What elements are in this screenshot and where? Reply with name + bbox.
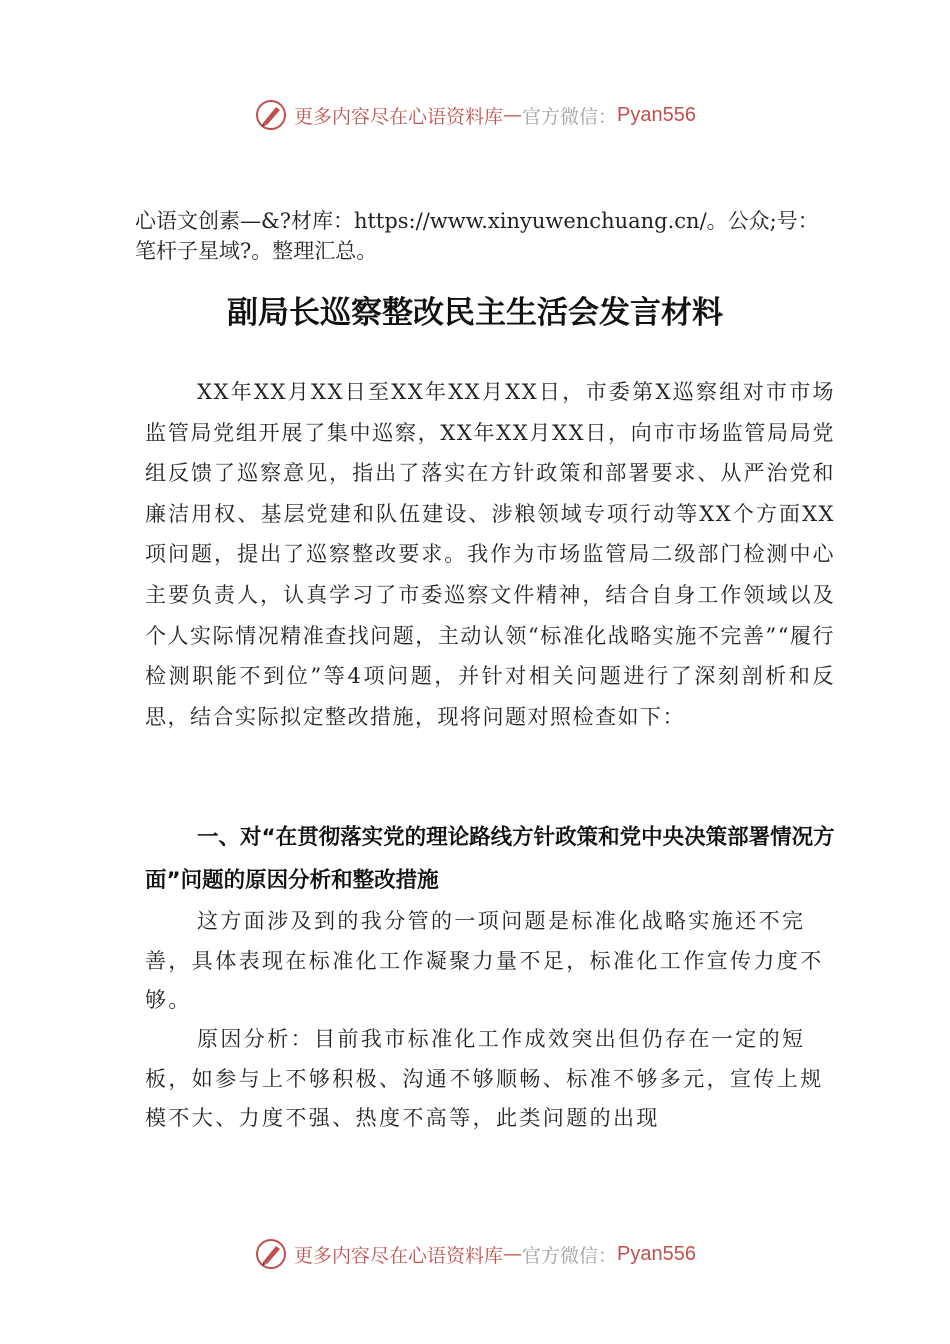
watermark-footer <box>0 1234 950 1274</box>
watermark-wechat-label: 官方微信： <box>522 1244 618 1267</box>
document-title: 副局长巡察整改民主生活会发言材料 <box>227 295 723 331</box>
watermark-wechat-id: Pyan556 <box>617 1242 696 1265</box>
paragraph-issue: 这方面涉及到的我分管的一项问题是标准化战略实施还不完善，具体表现在标准化工作凝聚力量不足，标准化工作宣传力度不够。 <box>145 909 824 1012</box>
pen-logo-icon <box>254 1237 288 1271</box>
pen-logo-icon <box>254 98 288 132</box>
section-heading-1: 一、对“在贯彻落实党的理论路线方针政策和党中央决策部署情况方面”问题的原因分析和整改措施 <box>145 825 835 893</box>
watermark-dash: — <box>503 104 523 126</box>
watermark-header <box>0 95 950 135</box>
watermark-wechat-label: 官方微信： <box>522 105 618 128</box>
watermark-main-text: 更多内容尽在心语资料库 <box>294 1244 504 1267</box>
watermark-main-text: 更多内容尽在心语资料库 <box>294 105 504 128</box>
source-note: 心语文创素—&?材库：https://www.xinyuwenchuang.cn/。公众;号：笔杆子星域?。整理汇总。 <box>135 209 819 263</box>
paragraph-analysis: 原因分析：目前我市标准化工作成效突出但仍存在一定的短板，如参与上不够积极、沟通不够顺畅、标准不够多元，宣传上规模不大、力度不强、热度不高等，此类问题的出现 <box>145 1027 824 1130</box>
paragraph-intro: XX年XX月XX日至XX年XX月XX日，市委第X巡察组对市市场监管局党组开展了集中巡察，XX年XX月XX日，向市市场监管局局党组反馈了巡察意见，指出了落实在方针政策和部署要求、从严治党和廉洁用权、基层党建和队伍建设、涉粮领域专项行动等XX个方面XX项问题，提出了巡察整改要求。我作为市场监管局二级部门检测中心主要负责人，认真学习了市委巡察文件精神，结合自身工作领域以及个人实际情况精准查找问题，主动认领“标准化战略实施不完善”“履行检测职能不到位”等4项问题，并针对相关问题进行了深刻剖析和反思，结合实际拟定整改措施，现将问题对照检查如下： <box>145 380 835 729</box>
watermark-dash: — <box>503 1243 523 1265</box>
watermark-wechat-id: Pyan556 <box>617 103 696 126</box>
